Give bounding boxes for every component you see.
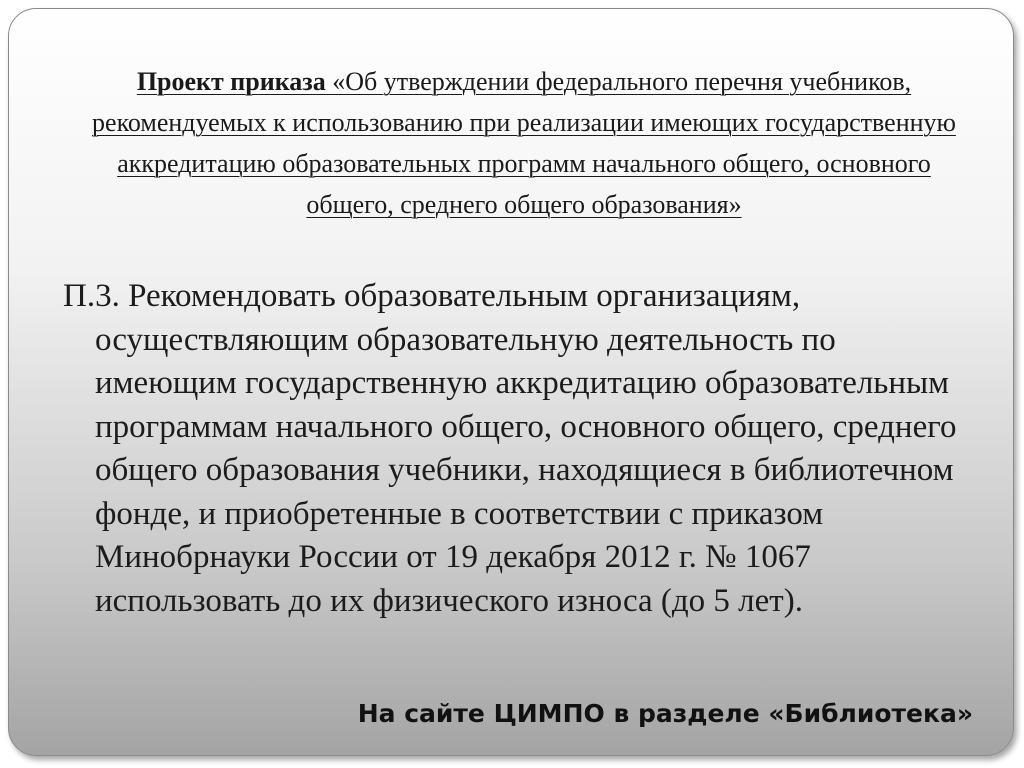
heading-text: «Об утверждении федерального перечня учебников, рекомендуемых к использованию при реализации имеющих государственную аккредитацию образовательных программ начального общего, основного общего, среднего общего образования» [92,67,956,219]
body-paragraph: П.3. Рекомендовать образовательным организациям, осуществляющим образовательную деятельность по имеющим государственную аккредитацию образовательным программам начального общего, основного общего, среднего общего образования учебники, находящиеся в библиотечном фонде, и приобретенные в соответствии с приказом Минобрнауки России от 19 декабря 2012 г. № 1067 использовать до их физического износа (до 5 лет). [63,278,957,619]
slide [8,8,1014,756]
heading [79,61,969,225]
footer-note: На сайте ЦИМПО в разделе «Библиотека» [357,699,973,728]
heading-bold-text: Проект приказа [136,67,326,96]
